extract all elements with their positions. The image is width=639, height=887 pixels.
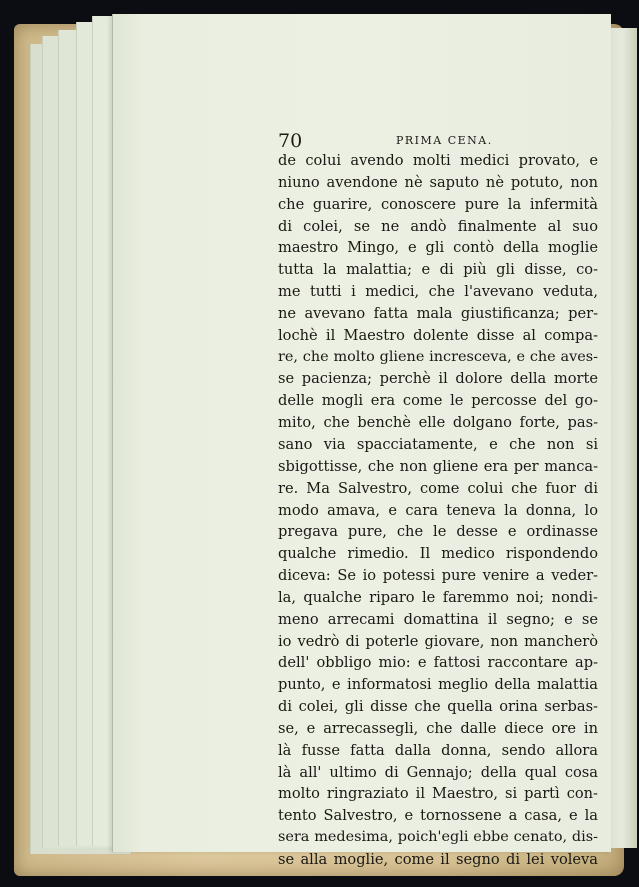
text-line: de colui avendo molti medici provato, e [278,152,598,169]
text-line: sera medesima, poich'egli ebbe cenato, dis- [278,829,598,846]
page-header [278,130,598,152]
text-line: se, e arrecassegli, che dalle diece ore in [278,719,598,737]
page-number: 70 [278,130,303,152]
text-line: sbigottisse, che non gliene era per manca- [278,457,598,475]
text-line: pregava pure, che le desse e ordinasse [278,523,598,541]
text-line: delle mogli era come le percosse del go- [278,392,598,410]
text-line: re, che molto gliene incresceva, e che aves- [278,348,598,365]
body-text [278,150,598,871]
text-line: me tutti i medici, che l'avevano veduta, [278,283,598,301]
text-line: meno arrecami domattina il segno; e se [278,610,598,628]
text-line: punto, e informatosi meglio della malattia [278,676,598,694]
text-line: sano via spacciatamente, e che non si [278,435,598,453]
text-line: dell' obbligo mio: e fattosi raccontare ap- [278,654,598,672]
running-head: PRIMA CENA. [396,134,493,147]
text-line: diceva: Se io potessi pure venire a veder- [278,567,598,585]
text-line: se pacienza; perchè il dolore della morte [278,370,598,388]
text-line: là fusse fatta dalla donna, sendo allora [278,741,598,759]
text-line: tento Salvestro, e tornossene a casa, e la [278,807,598,825]
text-line: qualche rimedio. Il medico rispondendo [278,545,598,563]
text-line: di colei, gli disse che quella orina serbas- [278,698,598,716]
text-line: niuno avendone nè saputo nè potuto, non [278,173,598,191]
text-line: molto ringraziato il Maestro, si partì con- [278,785,598,803]
text-line: modo amava, e cara teneva la donna, lo [278,501,598,519]
text-line: che guarire, conoscere pure la infermità [278,195,598,213]
text-line: tutta la malattia; e di più gli disse, co- [278,261,598,279]
text-line: là all' ultimo di Gennajo; della qual cosa [278,763,598,781]
text-line: di colei, se ne andò finalmente al suo [278,217,598,235]
text-line: re. Ma Salvestro, come colui che fuor di [278,479,598,497]
text-line: ne avevano fatta mala giustificanza; per- [278,304,598,322]
text-line: se alla moglie, come il segno di lei voleva [278,851,598,868]
text-line: maestro Mingo, e gli contò della moglie [278,239,598,257]
text-line: io vedrò di poterle giovare, non mancherò [278,632,598,650]
text-line: la, qualche riparo le faremmo noi; nondi- [278,588,598,606]
text-line: lochè il Maestro dolente disse al compa- [278,326,598,344]
text-line: mito, che benchè elle dolgano forte, pas- [278,414,598,432]
